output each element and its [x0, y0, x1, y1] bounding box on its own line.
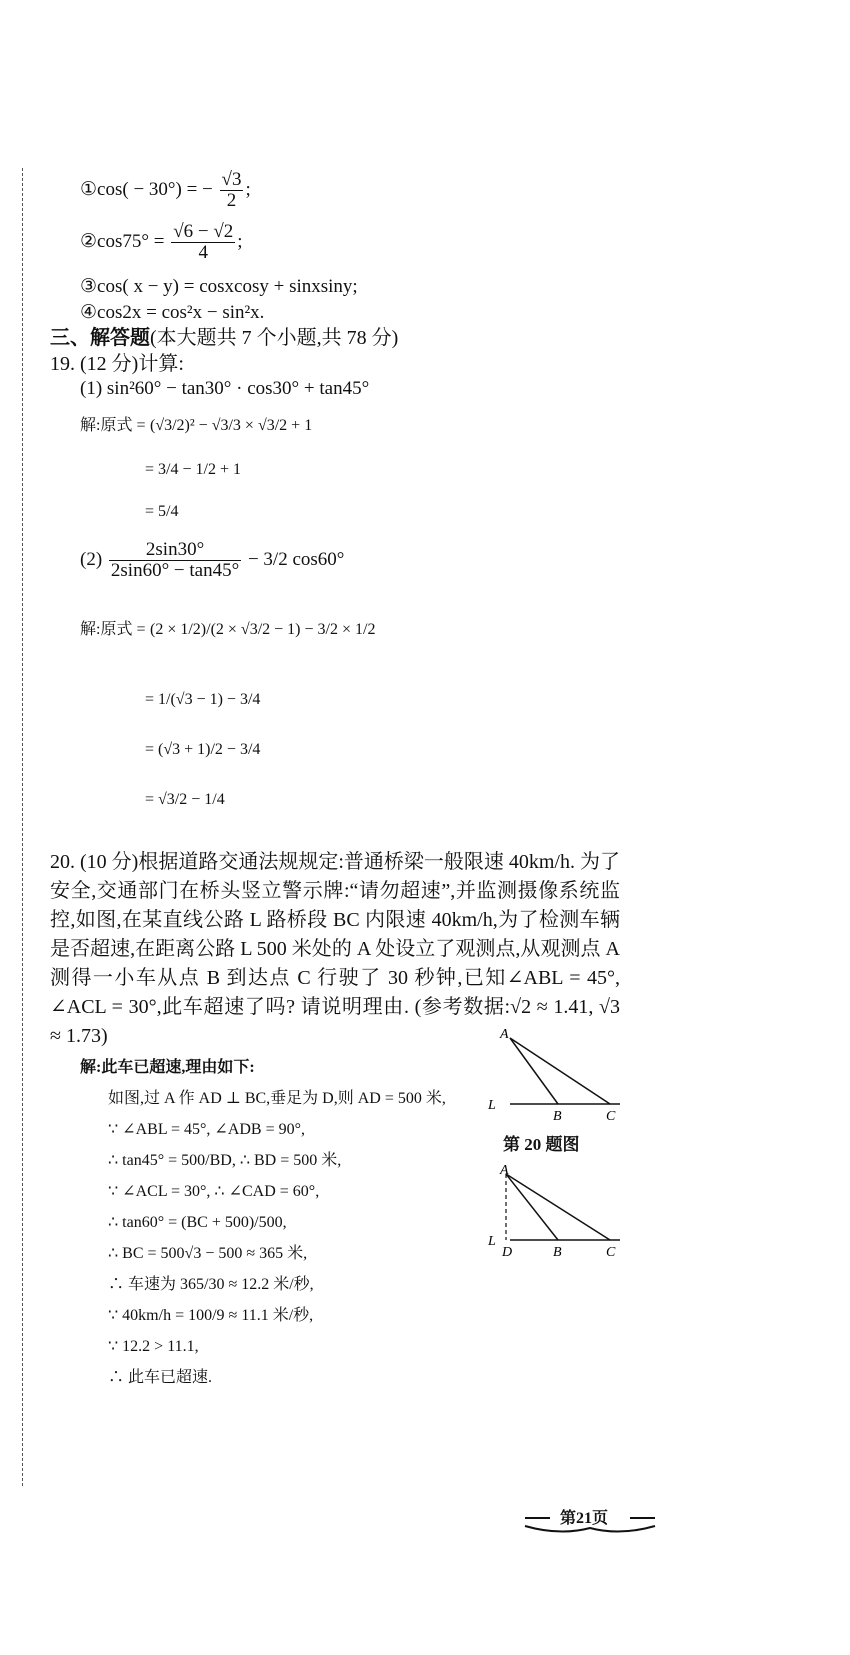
label-A: A: [500, 1027, 509, 1042]
section-heading: 三、解答题(本大题共 7 个小题,共 78 分): [50, 327, 399, 349]
q19-sol2-line4: = √3/2 − 1/4: [145, 791, 225, 808]
label-B: B: [553, 1245, 562, 1260]
label-B: B: [553, 1109, 562, 1124]
label-D: D: [502, 1245, 513, 1260]
q19-sol2-line2: = 1/(√3 − 1) − 3/4: [145, 691, 261, 708]
label-C: C: [606, 1109, 616, 1124]
segment-AB: [510, 1038, 558, 1104]
q20-sol-line: 解:此车已超速,理由如下:: [80, 1059, 255, 1076]
item-1: ①cos( − 30°) = − $\frac{√3}{2}$ ;: [80, 169, 251, 211]
question-20-text: 20. (10 分)根据道路交通法规规定:普通桥梁一般限速 40km/h. 为了安全,交通部门在桥头竖立警示牌:“请勿超速”,并监测摄像系统监控,如图,在某直线公路 L 路桥段 BC 内限速 40km/h,为了检测车辆是否超速,在距离公路 L 500 米处的 A 处设立了观测点,从观测点 A 测得一小车从点 B 到达点 C 行驶了 30 秒钟,已知∠ABL = 45°, ∠ACL = 30°,此车超速了吗? 请说明理由. (参考数据:√2 ≈ 1.41, √3 ≈ 1.73): [50, 851, 620, 1047]
q20-sol-line: ∴ tan45° = 500/BD, ∴ BD = 500 米,: [108, 1152, 342, 1169]
segment-AB: [506, 1174, 558, 1240]
figure-20-solution-diagram: [480, 1160, 640, 1260]
q20-sol-line: ∴ 此车已超速.: [108, 1369, 213, 1386]
segment-AC: [510, 1038, 610, 1104]
q19-sol1-line3: = 5/4: [145, 503, 179, 520]
q19-sol2-label: 解:原式 =: [80, 621, 146, 638]
segment-AC: [506, 1174, 610, 1240]
label-A: A: [500, 1163, 509, 1178]
label-L: L: [488, 1098, 496, 1113]
q20-sol-line: ∵ 40km/h = 100/9 ≈ 11.1 米/秒,: [108, 1307, 314, 1324]
label-C: C: [606, 1245, 616, 1260]
item-3: ③cos( x − y) = cosxcosy + sinxsiny;: [80, 276, 358, 297]
item-2: ②cos75° = $\frac{√6 - √2}{4}$ ;: [80, 221, 243, 263]
q19-sol1-line2: = 3/4 − 1/2 + 1: [145, 461, 241, 478]
q20-solution: [80, 1052, 480, 1393]
page-number: 第21页: [560, 1510, 609, 1527]
q19-part2: (2) $\frac{2\sin 30^\circ}{2\sin 60^\circ - \tan 45^\circ}$ − 3/2 cos60°: [80, 539, 345, 581]
q20-sol-line: ∵ 12.2 > 11.1,: [108, 1338, 199, 1355]
q20-sol-line: ∵ ∠ACL = 30°, ∴ ∠CAD = 60°,: [108, 1183, 320, 1200]
q19-part1: (1) sin²60° − tan30° · cos30° + tan45°: [80, 378, 370, 399]
q19-sol1-line1: (√3/2)² − √3/3 × √3/2 + 1: [150, 417, 313, 434]
q19-sol2-line1: (2 × 1/2)/(2 × √3/2 − 1) − 3/2 × 1/2: [150, 621, 376, 638]
q20-sol-line: ∵ ∠ABL = 45°, ∠ADB = 90°,: [108, 1121, 306, 1138]
q20-sol-line: ∴ tan60° = (BC + 500)/500,: [108, 1214, 287, 1231]
q20-sol-line: ∴ 车速为 365/30 ≈ 12.2 米/秒,: [108, 1276, 314, 1293]
item-4: ④cos2x = cos²x − sin²x.: [80, 302, 265, 323]
figure-20-diagram: [480, 1024, 640, 1124]
question-19-header: 19. (12 分)计算:: [50, 353, 184, 375]
q20-sol-line: 如图,过 A 作 AD ⊥ BC,垂足为 D,则 AD = 500 米,: [108, 1090, 446, 1107]
q20-sol-line: ∴ BC = 500√3 − 500 ≈ 365 米,: [108, 1245, 308, 1262]
figure-caption: 第 20 题图: [503, 1135, 580, 1154]
binding-margin-line: [22, 168, 23, 1486]
q19-sol2-line3: = (√3 + 1)/2 − 3/4: [145, 741, 261, 758]
q19-sol1-label: 解:原式 =: [80, 417, 146, 434]
label-L: L: [488, 1234, 496, 1249]
